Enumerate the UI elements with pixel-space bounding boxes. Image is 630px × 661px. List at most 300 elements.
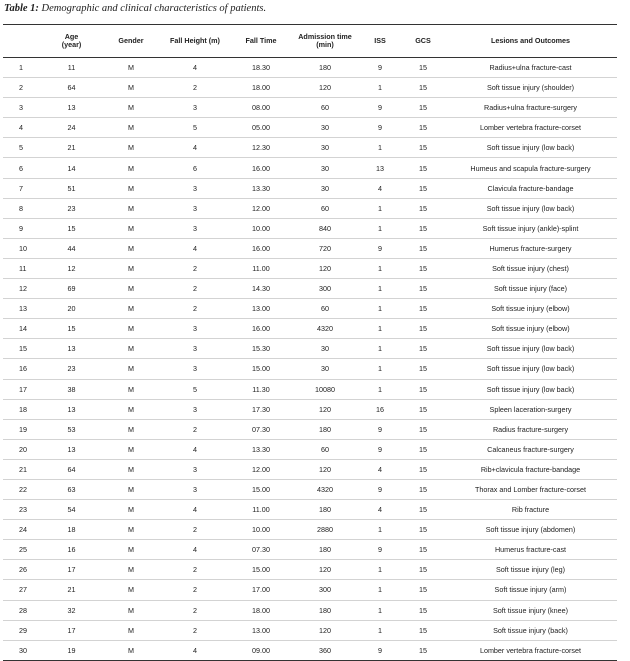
table-row [3, 439, 617, 459]
cell-age: 69 [41, 279, 102, 299]
cell-admission-time: 300 [292, 580, 358, 600]
cell-patient-no: 25 [3, 540, 41, 560]
cell-patient-no: 30 [3, 640, 41, 660]
caption-label: Table 1: [4, 3, 39, 14]
cell-iss: 1 [358, 78, 402, 98]
cell-gender: M [102, 258, 160, 278]
cell-lesions-outcomes: Humerus fracture-surgery [444, 238, 617, 258]
cell-fall-height: 3 [160, 359, 230, 379]
caption-text: Demographic and clinical characteristics of patients. [38, 3, 267, 14]
cell-lesions-outcomes: Soft tissue injury (leg) [444, 560, 617, 580]
table-row [3, 560, 617, 580]
cell-age: 15 [41, 218, 102, 238]
cell-gcs: 15 [402, 379, 444, 399]
cell-fall-height: 2 [160, 560, 230, 580]
header-iss [358, 25, 402, 58]
cell-iss: 9 [358, 118, 402, 138]
table-header-row [3, 25, 617, 58]
cell-age: 64 [41, 78, 102, 98]
cell-gcs: 15 [402, 339, 444, 359]
cell-fall-time: 07.30 [230, 540, 292, 560]
table-row [3, 399, 617, 419]
cell-lesions-outcomes: Soft tissue injury (face) [444, 279, 617, 299]
cell-lesions-outcomes: Soft tissue injury (shoulder) [444, 78, 617, 98]
table-row [3, 118, 617, 138]
cell-admission-time: 120 [292, 78, 358, 98]
cell-age: 13 [41, 339, 102, 359]
cell-admission-time: 180 [292, 540, 358, 560]
cell-gcs: 15 [402, 279, 444, 299]
cell-fall-height: 2 [160, 600, 230, 620]
table-row [3, 540, 617, 560]
cell-fall-height: 3 [160, 339, 230, 359]
header-age-line: Age [64, 31, 79, 41]
cell-fall-height: 2 [160, 279, 230, 299]
cell-lesions-outcomes: Radius+ulna fracture-cast [444, 58, 617, 78]
cell-fall-time: 13.00 [230, 620, 292, 640]
cell-admission-time: 120 [292, 399, 358, 419]
cell-age: 32 [41, 600, 102, 620]
cell-gcs: 15 [402, 158, 444, 178]
cell-patient-no: 17 [3, 379, 41, 399]
table-row [3, 198, 617, 218]
cell-patient-no: 13 [3, 299, 41, 319]
table-row [3, 238, 617, 258]
cell-iss: 1 [358, 138, 402, 158]
cell-lesions-outcomes: Spleen laceration-surgery [444, 399, 617, 419]
cell-patient-no: 9 [3, 218, 41, 238]
cell-patient-no: 8 [3, 198, 41, 218]
patients-table [3, 24, 617, 661]
header-admission-time-line: Admission time [298, 31, 352, 41]
cell-iss: 1 [358, 279, 402, 299]
cell-fall-height: 5 [160, 118, 230, 138]
cell-patient-no: 10 [3, 238, 41, 258]
cell-patient-no: 2 [3, 78, 41, 98]
cell-fall-height: 4 [160, 58, 230, 78]
cell-iss: 1 [358, 339, 402, 359]
cell-fall-time: 15.00 [230, 359, 292, 379]
table-row [3, 218, 617, 238]
cell-age: 19 [41, 640, 102, 660]
cell-patient-no: 28 [3, 600, 41, 620]
cell-patient-no: 6 [3, 158, 41, 178]
cell-iss: 1 [358, 218, 402, 238]
cell-fall-height: 5 [160, 379, 230, 399]
header-age-line: (year) [61, 40, 82, 49]
cell-fall-time: 12.00 [230, 459, 292, 479]
cell-iss: 1 [358, 258, 402, 278]
cell-patient-no: 22 [3, 479, 41, 499]
cell-fall-time: 10.00 [230, 520, 292, 540]
cell-admission-time: 840 [292, 218, 358, 238]
cell-gcs: 15 [402, 419, 444, 439]
cell-age: 63 [41, 479, 102, 499]
cell-age: 21 [41, 138, 102, 158]
cell-admission-time: 30 [292, 178, 358, 198]
table-row [3, 158, 617, 178]
cell-lesions-outcomes: Soft tissue injury (low back) [444, 138, 617, 158]
cell-gender: M [102, 600, 160, 620]
cell-iss: 1 [358, 299, 402, 319]
cell-iss: 4 [358, 178, 402, 198]
cell-patient-no: 4 [3, 118, 41, 138]
header-fall-height-line: Fall Height (m) [170, 35, 220, 45]
cell-iss: 4 [358, 500, 402, 520]
table-row [3, 640, 617, 660]
cell-fall-time: 08.00 [230, 98, 292, 118]
cell-fall-time: 15.00 [230, 479, 292, 499]
cell-lesions-outcomes: Soft tissue injury (abdomen) [444, 520, 617, 540]
table-row [3, 500, 617, 520]
cell-patient-no: 23 [3, 500, 41, 520]
cell-lesions-outcomes: Calcaneus fracture-surgery [444, 439, 617, 459]
cell-fall-time: 11.30 [230, 379, 292, 399]
header-lesions-outcomes [444, 25, 617, 58]
header-iss-line: ISS [374, 35, 386, 45]
cell-admission-time: 60 [292, 98, 358, 118]
cell-iss: 1 [358, 359, 402, 379]
table-row [3, 520, 617, 540]
cell-lesions-outcomes: Soft tissue injury (knee) [444, 600, 617, 620]
cell-gcs: 15 [402, 500, 444, 520]
cell-iss: 1 [358, 198, 402, 218]
cell-fall-time: 17.00 [230, 580, 292, 600]
cell-gcs: 15 [402, 118, 444, 138]
cell-gcs: 15 [402, 218, 444, 238]
cell-gcs: 15 [402, 560, 444, 580]
cell-fall-height: 3 [160, 198, 230, 218]
cell-iss: 9 [358, 58, 402, 78]
cell-lesions-outcomes: Soft tissue injury (elbow) [444, 319, 617, 339]
cell-iss: 13 [358, 158, 402, 178]
cell-admission-time: 120 [292, 620, 358, 640]
cell-fall-time: 07.30 [230, 419, 292, 439]
cell-admission-time: 180 [292, 419, 358, 439]
cell-lesions-outcomes: Lomber vertebra fracture-corset [444, 640, 617, 660]
cell-gender: M [102, 158, 160, 178]
cell-fall-time: 13.00 [230, 299, 292, 319]
cell-iss: 4 [358, 459, 402, 479]
cell-gender: M [102, 540, 160, 560]
cell-fall-height: 4 [160, 540, 230, 560]
cell-gender: M [102, 419, 160, 439]
cell-admission-time: 180 [292, 600, 358, 620]
cell-fall-time: 16.00 [230, 158, 292, 178]
cell-gender: M [102, 500, 160, 520]
header-admission-time-line: (min) [316, 40, 334, 49]
cell-fall-time: 09.00 [230, 640, 292, 660]
cell-age: 18 [41, 520, 102, 540]
table-row [3, 479, 617, 499]
cell-admission-time: 180 [292, 58, 358, 78]
cell-admission-time: 30 [292, 339, 358, 359]
cell-fall-height: 2 [160, 520, 230, 540]
cell-patient-no: 20 [3, 439, 41, 459]
header-gcs-line: GCS [415, 35, 431, 45]
cell-iss: 9 [358, 540, 402, 560]
cell-gcs: 15 [402, 520, 444, 540]
cell-patient-no: 14 [3, 319, 41, 339]
cell-patient-no: 21 [3, 459, 41, 479]
cell-gcs: 15 [402, 439, 444, 459]
cell-fall-time: 11.00 [230, 500, 292, 520]
cell-fall-height: 3 [160, 218, 230, 238]
cell-fall-height: 2 [160, 258, 230, 278]
cell-gender: M [102, 520, 160, 540]
cell-iss: 1 [358, 580, 402, 600]
table-row [3, 339, 617, 359]
table-body [3, 58, 617, 661]
cell-gender: M [102, 359, 160, 379]
cell-admission-time: 300 [292, 279, 358, 299]
cell-patient-no: 26 [3, 560, 41, 580]
cell-age: 17 [41, 620, 102, 640]
cell-admission-time: 120 [292, 258, 358, 278]
cell-lesions-outcomes: Soft tissue injury (ankle)-splint [444, 218, 617, 238]
cell-patient-no: 11 [3, 258, 41, 278]
cell-gender: M [102, 560, 160, 580]
cell-admission-time: 60 [292, 439, 358, 459]
cell-patient-no: 19 [3, 419, 41, 439]
cell-gcs: 15 [402, 620, 444, 640]
cell-lesions-outcomes: Soft tissue injury (elbow) [444, 299, 617, 319]
cell-patient-no: 16 [3, 359, 41, 379]
cell-fall-height: 4 [160, 439, 230, 459]
cell-admission-time: 30 [292, 158, 358, 178]
cell-gcs: 15 [402, 540, 444, 560]
table-row [3, 178, 617, 198]
cell-patient-no: 12 [3, 279, 41, 299]
cell-fall-time: 11.00 [230, 258, 292, 278]
cell-age: 54 [41, 500, 102, 520]
table-row [3, 600, 617, 620]
cell-iss: 9 [358, 238, 402, 258]
cell-admission-time: 60 [292, 198, 358, 218]
cell-fall-time: 16.00 [230, 238, 292, 258]
cell-gcs: 15 [402, 98, 444, 118]
cell-iss: 1 [358, 600, 402, 620]
cell-fall-height: 3 [160, 459, 230, 479]
cell-age: 21 [41, 580, 102, 600]
cell-fall-time: 13.30 [230, 439, 292, 459]
cell-gender: M [102, 118, 160, 138]
cell-lesions-outcomes: Rib+clavicula fracture-bandage [444, 459, 617, 479]
cell-patient-no: 15 [3, 339, 41, 359]
cell-gender: M [102, 78, 160, 98]
cell-gender: M [102, 98, 160, 118]
cell-gcs: 15 [402, 299, 444, 319]
cell-admission-time: 30 [292, 138, 358, 158]
cell-lesions-outcomes: Lomber vertebra fracture-corset [444, 118, 617, 138]
header-admission-time [292, 25, 358, 58]
cell-admission-time: 120 [292, 560, 358, 580]
cell-fall-time: 17.30 [230, 399, 292, 419]
cell-gender: M [102, 58, 160, 78]
cell-age: 17 [41, 560, 102, 580]
cell-patient-no: 7 [3, 178, 41, 198]
cell-lesions-outcomes: Soft tissue injury (low back) [444, 359, 617, 379]
table-row [3, 138, 617, 158]
cell-age: 16 [41, 540, 102, 560]
cell-patient-no: 3 [3, 98, 41, 118]
cell-patient-no: 27 [3, 580, 41, 600]
cell-admission-time: 120 [292, 459, 358, 479]
cell-patient-no: 5 [3, 138, 41, 158]
cell-gcs: 15 [402, 399, 444, 419]
cell-gcs: 15 [402, 178, 444, 198]
cell-age: 44 [41, 238, 102, 258]
cell-gender: M [102, 319, 160, 339]
cell-iss: 9 [358, 479, 402, 499]
cell-age: 38 [41, 379, 102, 399]
cell-lesions-outcomes: Soft tissue injury (arm) [444, 580, 617, 600]
cell-patient-no: 29 [3, 620, 41, 640]
table-row [3, 580, 617, 600]
cell-iss: 9 [358, 640, 402, 660]
cell-fall-height: 2 [160, 580, 230, 600]
cell-age: 64 [41, 459, 102, 479]
cell-gender: M [102, 238, 160, 258]
table-row [3, 620, 617, 640]
cell-admission-time: 4320 [292, 319, 358, 339]
cell-fall-time: 18.30 [230, 58, 292, 78]
cell-fall-height: 3 [160, 319, 230, 339]
cell-gcs: 15 [402, 640, 444, 660]
cell-age: 20 [41, 299, 102, 319]
cell-gender: M [102, 299, 160, 319]
cell-gender: M [102, 439, 160, 459]
cell-gcs: 15 [402, 78, 444, 98]
cell-lesions-outcomes: Humeus and scapula fracture-surgery [444, 158, 617, 178]
cell-age: 13 [41, 439, 102, 459]
cell-admission-time: 30 [292, 359, 358, 379]
cell-gender: M [102, 198, 160, 218]
cell-fall-height: 4 [160, 500, 230, 520]
cell-patient-no: 24 [3, 520, 41, 540]
cell-admission-time: 4320 [292, 479, 358, 499]
cell-fall-height: 3 [160, 479, 230, 499]
cell-iss: 1 [358, 620, 402, 640]
cell-lesions-outcomes: Rib fracture [444, 500, 617, 520]
cell-gender: M [102, 479, 160, 499]
table-row [3, 419, 617, 439]
cell-fall-height: 6 [160, 158, 230, 178]
cell-iss: 16 [358, 399, 402, 419]
cell-age: 24 [41, 118, 102, 138]
cell-gcs: 15 [402, 258, 444, 278]
cell-fall-time: 10.00 [230, 218, 292, 238]
cell-fall-height: 3 [160, 178, 230, 198]
header-age [41, 25, 102, 58]
header-gender-line: Gender [118, 35, 144, 45]
cell-iss: 1 [358, 379, 402, 399]
header-fall-time-line: Fall Time [245, 35, 277, 45]
cell-gender: M [102, 379, 160, 399]
cell-lesions-outcomes: Soft tissue injury (low back) [444, 198, 617, 218]
cell-admission-time: 180 [292, 500, 358, 520]
header-lesions-outcomes-line: Lesions and Outcomes [490, 35, 571, 45]
cell-gcs: 15 [402, 198, 444, 218]
cell-iss: 9 [358, 98, 402, 118]
cell-age: 12 [41, 258, 102, 278]
cell-gcs: 15 [402, 138, 444, 158]
cell-age: 23 [41, 359, 102, 379]
cell-iss: 1 [358, 520, 402, 540]
cell-fall-time: 13.30 [230, 178, 292, 198]
cell-lesions-outcomes: Soft tissue injury (low back) [444, 379, 617, 399]
table-row [3, 258, 617, 278]
table-row [3, 78, 617, 98]
cell-fall-time: 18.00 [230, 78, 292, 98]
cell-fall-height: 4 [160, 238, 230, 258]
cell-patient-no: 18 [3, 399, 41, 419]
cell-gcs: 15 [402, 600, 444, 620]
cell-lesions-outcomes: Clavicula fracture-bandage [444, 178, 617, 198]
cell-fall-time: 05.00 [230, 118, 292, 138]
cell-age: 23 [41, 198, 102, 218]
cell-gender: M [102, 620, 160, 640]
cell-gcs: 15 [402, 238, 444, 258]
cell-admission-time: 2880 [292, 520, 358, 540]
cell-fall-height: 2 [160, 620, 230, 640]
table-caption [4, 3, 266, 14]
header-patient-no [3, 25, 41, 58]
cell-lesions-outcomes: Soft tissue injury (back) [444, 620, 617, 640]
header-fall-time [230, 25, 292, 58]
cell-gender: M [102, 178, 160, 198]
cell-lesions-outcomes: Thorax and Lomber fracture-corset [444, 479, 617, 499]
cell-lesions-outcomes: Soft tissue injury (low back) [444, 339, 617, 359]
cell-fall-height: 4 [160, 138, 230, 158]
cell-age: 53 [41, 419, 102, 439]
table-row [3, 359, 617, 379]
cell-gender: M [102, 580, 160, 600]
cell-gcs: 15 [402, 479, 444, 499]
cell-admission-time: 360 [292, 640, 358, 660]
cell-iss: 9 [358, 439, 402, 459]
cell-fall-height: 2 [160, 419, 230, 439]
cell-age: 15 [41, 319, 102, 339]
table-row [3, 319, 617, 339]
cell-gender: M [102, 138, 160, 158]
table-row [3, 379, 617, 399]
cell-fall-height: 2 [160, 78, 230, 98]
cell-fall-height: 2 [160, 299, 230, 319]
cell-fall-time: 12.30 [230, 138, 292, 158]
cell-gender: M [102, 279, 160, 299]
cell-gender: M [102, 459, 160, 479]
table-row [3, 58, 617, 78]
cell-gcs: 15 [402, 359, 444, 379]
cell-lesions-outcomes: Soft tissue injury (chest) [444, 258, 617, 278]
cell-fall-time: 18.00 [230, 600, 292, 620]
cell-admission-time: 720 [292, 238, 358, 258]
cell-iss: 1 [358, 560, 402, 580]
cell-iss: 9 [358, 419, 402, 439]
cell-lesions-outcomes: Humerus fracture-cast [444, 540, 617, 560]
cell-gender: M [102, 339, 160, 359]
cell-age: 11 [41, 58, 102, 78]
cell-gender: M [102, 218, 160, 238]
cell-age: 51 [41, 178, 102, 198]
cell-age: 13 [41, 399, 102, 419]
cell-gender: M [102, 640, 160, 660]
table-row [3, 299, 617, 319]
cell-fall-time: 16.00 [230, 319, 292, 339]
cell-fall-time: 14.30 [230, 279, 292, 299]
cell-lesions-outcomes: Radius fracture-surgery [444, 419, 617, 439]
